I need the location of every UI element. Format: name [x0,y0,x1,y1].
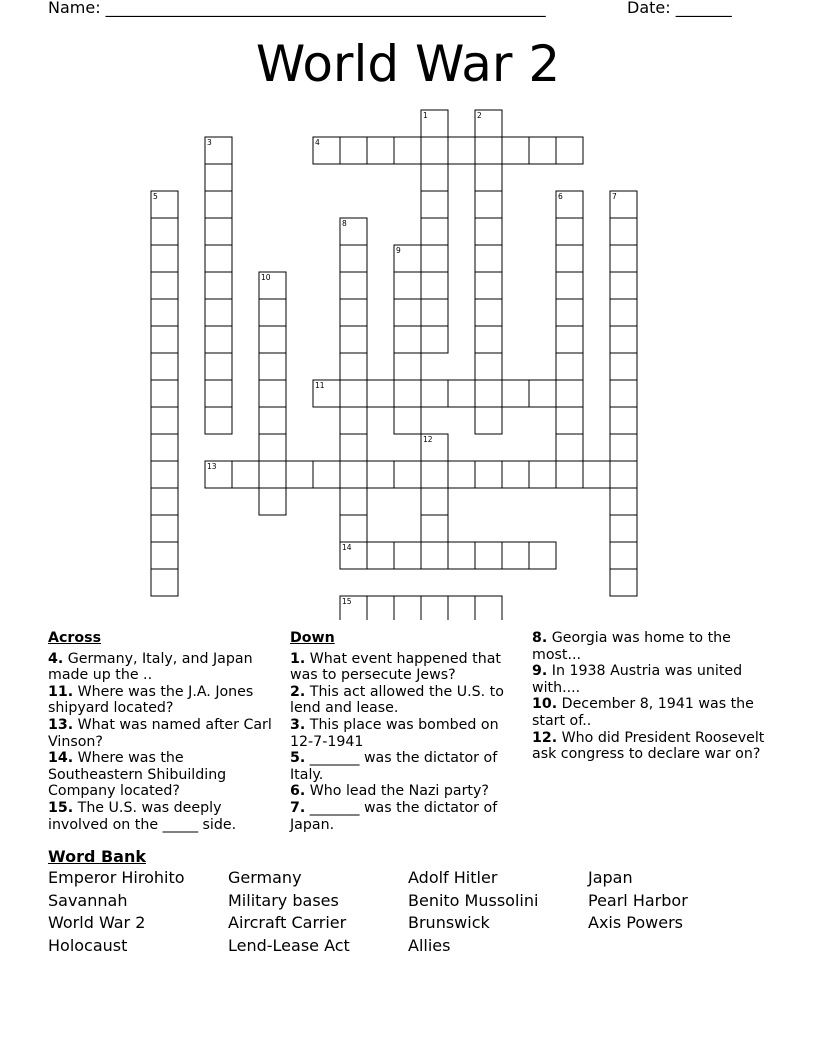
grid-cell[interactable] [340,272,367,299]
grid-cell[interactable] [556,380,583,407]
clue-text: December 8, 1941 was the start of.. [532,696,754,729]
grid-cell[interactable] [421,245,448,272]
grid-cell[interactable] [205,380,232,407]
clue-text: This place was bombed on 12-7-1941 [290,716,499,750]
grid-cell[interactable] [610,461,637,488]
grid-cell[interactable] [529,380,556,407]
grid-cell[interactable] [205,245,232,272]
clue-number: 4. [48,650,64,667]
clue-text: Where was the J.A. Jones shipyard located? [48,683,254,717]
grid-cell[interactable] [205,353,232,380]
clue [290,800,515,833]
word-bank-item: Lend-Lease Act [228,936,350,956]
grid-cell[interactable] [610,569,637,596]
grid-cell[interactable] [610,488,637,515]
word-bank-item: Germany [228,868,302,887]
grid-cell[interactable] [205,407,232,434]
clue [290,651,515,684]
grid-cell[interactable] [151,542,178,569]
grid-cell[interactable] [475,218,502,245]
clue [48,684,273,717]
cell-number: 3 [207,138,212,147]
cell-number: 15 [342,597,352,606]
grid-cell[interactable] [340,380,367,407]
grid-cell[interactable] [610,515,637,542]
grid-cell[interactable] [151,461,178,488]
grid-cell[interactable] [205,272,232,299]
grid-cell[interactable] [394,380,421,407]
clue-number: 6. [290,783,306,800]
grid-cell[interactable] [421,515,448,542]
clue-number: 13. [48,716,74,733]
clue-number: 14. [48,750,74,767]
clue-number: 8. [532,630,548,646]
clue [532,730,772,763]
grid-cell[interactable] [610,353,637,380]
grid-cell[interactable] [610,380,637,407]
grid-cell[interactable] [340,353,367,380]
grid-cell[interactable] [475,299,502,326]
grid-cell[interactable] [259,434,286,461]
clue-text: Where was the Southeastern Shibuilding Company located? [48,750,227,800]
grid-cell[interactable] [502,542,529,569]
grid-cell[interactable] [340,407,367,434]
clue-text: Who did President Roosevelt ask congress to declare war on? [532,729,765,763]
grid-cell[interactable] [151,407,178,434]
cell-number: 2 [477,111,482,120]
grid-cell[interactable] [340,299,367,326]
grid-cell[interactable] [610,272,637,299]
grid-cell[interactable] [556,326,583,353]
grid-cell[interactable] [151,434,178,461]
word-bank-item: Holocaust [48,936,128,956]
clue [290,717,515,750]
word-bank-item: Military bases [228,890,339,910]
grid-cell[interactable] [394,353,421,380]
grid-cell[interactable] [259,488,286,515]
grid-cell[interactable] [556,353,583,380]
grid-cell[interactable] [556,272,583,299]
cell-number: 6 [558,192,563,201]
cell-number: 14 [342,543,352,552]
grid-cell[interactable] [394,461,421,488]
date-field: Date: _______ [627,0,732,17]
grid-cell[interactable] [205,218,232,245]
grid-cell[interactable] [475,245,502,272]
word-bank-item: Japan [588,868,633,887]
word-bank-item: Savannah [48,890,128,910]
grid-cell[interactable] [529,461,556,488]
grid-cell[interactable] [421,596,448,620]
cell-number: 11 [315,381,325,390]
cell-number: 1 [423,111,428,120]
grid-cell[interactable] [259,326,286,353]
grid-cell[interactable] [259,353,286,380]
grid-cell[interactable] [583,461,610,488]
clue-number: 2. [290,683,306,700]
word-bank-item: Aircraft Carrier [228,913,347,933]
grid-cell[interactable] [340,245,367,272]
clue [48,717,273,750]
grid-cell[interactable] [448,137,475,164]
down-heading: Down [290,630,335,646]
grid-cell[interactable] [475,164,502,191]
clue-text: What was named after Carl Vinson? [48,716,272,750]
grid-cell[interactable] [421,461,448,488]
clue-number: 3. [290,716,306,733]
clue-number: 11. [48,683,74,700]
clue [532,696,772,729]
grid-cell[interactable] [151,515,178,542]
grid-cell[interactable] [556,218,583,245]
grid-cell[interactable] [259,407,286,434]
grid-cell[interactable] [475,596,502,620]
grid-cell[interactable] [610,407,637,434]
clue-text: _______ was the dictator of Japan. [290,799,498,833]
grid-cell[interactable] [475,542,502,569]
grid-cell[interactable] [340,461,367,488]
grid-cell[interactable] [205,191,232,218]
grid-cell[interactable] [367,380,394,407]
grid-cell[interactable] [232,461,259,488]
grid-cell[interactable] [448,542,475,569]
across-heading: Across [48,630,102,646]
grid-cell[interactable] [421,542,448,569]
grid-cell[interactable] [421,164,448,191]
grid-cell[interactable] [205,326,232,353]
grid-cell[interactable] [205,164,232,191]
grid-cell[interactable] [421,272,448,299]
grid-cell[interactable] [556,245,583,272]
grid-cell[interactable] [421,326,448,353]
grid-cell[interactable] [151,245,178,272]
grid-cell[interactable] [205,299,232,326]
grid-cell[interactable] [421,137,448,164]
clue-number: 10. [532,696,558,713]
grid-cell[interactable] [394,326,421,353]
word-bank-item: Allies [408,936,451,956]
grid-cell[interactable] [394,299,421,326]
grid-cell[interactable] [367,137,394,164]
grid-cell[interactable] [610,434,637,461]
grid-cell[interactable] [340,137,367,164]
cell-number: 9 [396,246,401,255]
grid-cell[interactable] [475,461,502,488]
grid-cell[interactable] [610,326,637,353]
grid-cell[interactable] [151,272,178,299]
grid-cell[interactable] [151,569,178,596]
grid-cell[interactable] [610,245,637,272]
cell-number: 4 [315,138,320,147]
clue [290,684,515,717]
clue-number: 9. [532,663,548,680]
word-bank-item: Axis Powers [588,913,683,933]
grid-cell[interactable] [151,218,178,245]
grid-cell[interactable] [475,137,502,164]
grid-cell[interactable] [502,461,529,488]
grid-cell[interactable] [151,353,178,380]
clue-text: In 1938 Austria was united with.... [532,663,743,696]
grid-cell[interactable] [556,434,583,461]
grid-cell[interactable] [421,488,448,515]
grid-cell[interactable] [259,461,286,488]
grid-cell[interactable] [286,461,313,488]
grid-cell[interactable] [421,191,448,218]
grid-cell[interactable] [340,434,367,461]
clue [48,750,273,800]
clue [290,783,515,800]
grid-cell[interactable] [448,461,475,488]
clue [532,630,772,663]
grid-cell[interactable] [340,515,367,542]
clue-number: 5. [290,750,306,767]
grid-cell[interactable] [151,380,178,407]
grid-cell[interactable] [151,299,178,326]
grid-cell[interactable] [475,326,502,353]
cell-number: 5 [153,192,158,201]
clue-text: This act allowed the U.S. to lend and lease. [290,683,504,717]
clue-text: Who lead the Nazi party? [305,783,489,800]
grid-cell[interactable] [529,137,556,164]
grid-cell[interactable] [394,542,421,569]
grid-cell[interactable] [556,461,583,488]
grid-cell[interactable] [610,542,637,569]
grid-cell[interactable] [151,488,178,515]
word-bank-item: Adolf Hitler [408,868,498,887]
cell-number: 8 [342,219,347,228]
cell-number: 7 [612,192,617,201]
grid-cell[interactable] [340,488,367,515]
grid-cell[interactable] [367,461,394,488]
grid-cell[interactable] [448,596,475,620]
grid-cell[interactable] [394,272,421,299]
grid-cell[interactable] [475,407,502,434]
clue-number: 12. [532,729,558,746]
clue-text: What event happened that was to persecute Jews? [290,650,501,684]
clue [532,663,772,696]
word-bank-item: Pearl Harbor [588,890,688,910]
grid-cell[interactable] [475,191,502,218]
grid-cell[interactable] [421,380,448,407]
grid-cell[interactable] [151,326,178,353]
grid-cell[interactable] [394,137,421,164]
grid-cell[interactable] [610,299,637,326]
grid-cell[interactable] [556,137,583,164]
clue-number: 1. [290,650,306,667]
word-bank-heading: Word Bank [48,847,147,866]
across-clues [48,630,273,833]
page-title: World War 2 [255,35,561,93]
down-clues [290,630,515,833]
grid-cell[interactable] [556,299,583,326]
cell-number: 10 [261,273,271,282]
grid-cell[interactable] [556,407,583,434]
grid-cell[interactable] [475,380,502,407]
name-field: Name: _______________________________________________________ [48,0,546,17]
grid-cell[interactable] [421,299,448,326]
grid-cell[interactable] [367,542,394,569]
grid-cell[interactable] [313,461,340,488]
cell-number: 12 [423,435,433,444]
grid-cell[interactable] [502,380,529,407]
grid-cell[interactable] [529,542,556,569]
grid-cell[interactable] [475,353,502,380]
grid-cell[interactable] [421,218,448,245]
cell-number: 13 [207,462,217,471]
grid-cell[interactable] [259,380,286,407]
clue-text: The U.S. was deeply involved on the _____ side. [48,799,237,833]
clue-text: Georgia was home to the most... [532,630,731,663]
clue-number: 7. [290,799,306,816]
clue [48,800,273,833]
clue [290,750,515,783]
clue-text: _______ was the dictator of Italy. [290,750,498,783]
word-bank-item: World War 2 [48,913,146,933]
word-bank-item: Benito Mussolini [408,890,539,910]
grid-cell[interactable] [367,596,394,620]
clue [48,651,273,684]
grid-cell[interactable] [394,407,421,434]
grid-cell[interactable] [259,299,286,326]
down-clues-continued [532,630,772,763]
grid-cell[interactable] [448,380,475,407]
grid-cell[interactable] [340,326,367,353]
word-bank-item: Emperor Hirohito [48,868,185,887]
grid-cell[interactable] [610,218,637,245]
word-bank-item: Brunswick [408,913,490,933]
grid-cell[interactable] [502,137,529,164]
clue-text: Germany, Italy, and Japan made up the .. [48,650,253,684]
grid-cell[interactable] [394,596,421,620]
grid-cell[interactable] [475,272,502,299]
clue-number: 15. [48,799,74,816]
